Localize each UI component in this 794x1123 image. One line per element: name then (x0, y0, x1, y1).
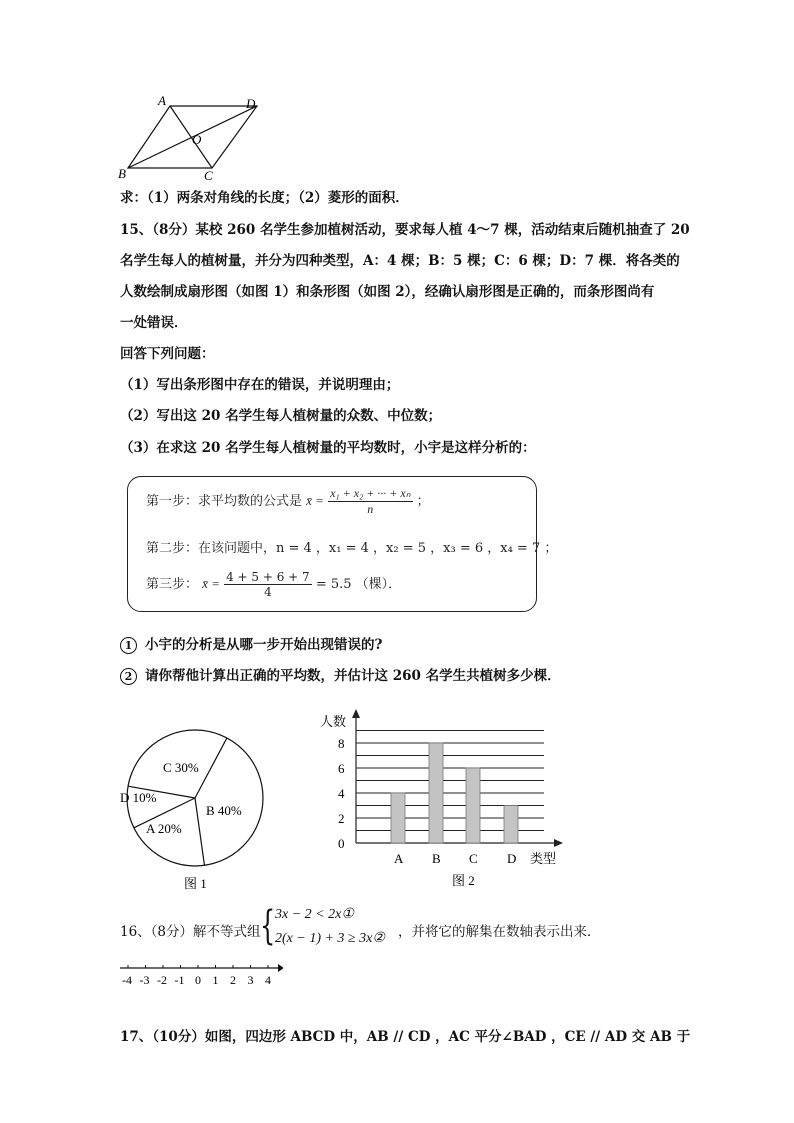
bar-b (429, 743, 443, 843)
bar-chart-y-tick: 2 (338, 811, 345, 826)
step-2: 第二步：在该问题中，n = 4 ，x₁ = 4 ，x₂ = 5 ，x₃ = 6 ，x₄ = 7 ； (146, 541, 558, 556)
bar-a (391, 793, 405, 843)
number-line-tick-label: -2 (157, 973, 167, 987)
bar-chart-x-tick-d: D (507, 851, 517, 866)
q16-inequality-2: 2(x − 1) + 3 ≥ 3x② (275, 931, 385, 946)
q15-answer-prompt: 回答下列问题： (120, 346, 215, 362)
bar-d (504, 806, 518, 844)
q15-line-2: 名学生每人的植树量，并分为四种类型，A：4 棵；B：5 棵；C：6 棵；D：7 棵．将各类的 (120, 253, 680, 269)
q15-line-1: 15、（8分）某校 260 名学生参加植树活动，要求每人植 4～7 棵，活动结束后随机抽查了 20 (120, 222, 690, 238)
number-line-tick-label: -1 (174, 973, 185, 987)
bar-chart-caption: 图 2 (452, 873, 475, 888)
q15-sub-1: （1）写出条形图中存在的错误，并说明理由； (120, 377, 400, 393)
bar-chart-x-tick-a: A (394, 851, 404, 866)
bar-chart-y-tick: 0 (338, 836, 345, 851)
pie-slice-label-a: A 20% (146, 821, 182, 836)
q15-subquestion-2-text: 请你帮他计算出正确的平均数，并估计这 260 名学生共植树多少棵． (145, 668, 561, 684)
step-1-denominator: n (367, 502, 374, 516)
circled-number-2: 2 (120, 668, 137, 685)
center-o-label: O (192, 132, 202, 147)
q14-ask: 求：（1）两条对角线的长度；（2）菱形的面积． (120, 190, 409, 206)
number-line-tick-label: 3 (247, 973, 254, 987)
step-1 (146, 486, 430, 517)
bar-chart-x-tick-b: B (432, 851, 441, 866)
pie-slice-boundary-c (195, 738, 227, 798)
q16-inequality-1: 3x − 2 < 2x① (275, 907, 354, 922)
step-3-denominator: 4 (264, 585, 272, 599)
vertex-b-label: B (118, 166, 126, 181)
q16 (120, 903, 680, 950)
step-1-suffix: ； (416, 494, 430, 509)
vertex-d-label: D (246, 96, 256, 111)
step-3 (146, 570, 401, 599)
number-line-arrow (278, 964, 283, 972)
number-line-tick-label: 2 (230, 973, 236, 987)
q15-subquestion-1 (120, 633, 382, 654)
step-1-lhs: x̄ = (306, 493, 324, 508)
vertex-c-label: C (204, 168, 213, 183)
pie-slice-label-c: C 30% (163, 760, 199, 775)
number-line (118, 962, 283, 990)
step-3-prefix: 第三步： (146, 577, 199, 592)
pie-slice-label-b: B 40% (206, 803, 242, 818)
bar-chart-figure-2 (316, 706, 591, 894)
step-3-numerator: 4 + 5 + 6 + 7 (226, 570, 310, 584)
bar-chart-y-tick: 6 (338, 761, 345, 776)
step-1-fraction (328, 486, 412, 517)
q15-sub-2: （2）写出这 20 名学生每人植树量的众数、中位数； (120, 408, 442, 424)
step-3-lhs: x̄ = (202, 576, 220, 591)
number-line-tick-label: 1 (212, 973, 219, 987)
q15-line-3: 人数绘制成扇形图（如图 1）和条形图（如图 2），经确认扇形图是正确的，而条形图尚有 (120, 284, 655, 300)
bar-chart-x-arrow (554, 839, 563, 847)
number-line-tick-label: -3 (139, 973, 150, 987)
step-1-prefix: 第一步：求平均数的公式是 (146, 494, 303, 509)
bar-chart-y-arrow (352, 709, 360, 718)
pie-chart-caption: 图 1 (184, 876, 207, 891)
vertex-a-label: A (158, 94, 166, 108)
diagonal-ac (170, 106, 212, 168)
pie-slice-label-d: D 10% (120, 790, 157, 805)
q15-sub-3: （3）在求这 20 名学生每人植树量的平均数时，小宇是这样分析的： (120, 440, 536, 456)
number-line-tick-label: 0 (195, 973, 201, 987)
bar-chart-x-tick-c: C (469, 851, 478, 866)
step-3-fraction (224, 570, 312, 599)
q17-text: 17、（10分）如图，四边形 ABCD 中，AB // CD ，AC 平分∠BAD ，CE // AD 交 AB 于 (120, 1029, 691, 1045)
number-line-tick-label: 4 (265, 973, 271, 987)
bar-chart-y-tick: 4 (338, 786, 345, 801)
analysis-box (127, 476, 558, 612)
q15-line-4: 一处错误． (120, 315, 188, 331)
q15-subquestion-2 (120, 664, 561, 685)
q16-prefix: 16、（8分）解不等式组 (120, 924, 261, 940)
q16-suffix: ，并将它的解集在数轴表示出来． (398, 924, 601, 940)
rhombus-figure (112, 94, 272, 184)
circled-number-1: 1 (120, 637, 137, 654)
system-brace: { (260, 903, 276, 949)
bar-c (466, 768, 480, 843)
bar-chart-y-tick: 8 (338, 736, 345, 751)
pie-chart-figure-1 (118, 728, 278, 893)
step-1-numerator: x₁ + x₂ + ··· + xₙ (330, 486, 411, 500)
number-line-tick-label: -4 (122, 973, 132, 987)
q15-subquestion-1-text: 小宇的分析是从哪一步开始出现错误的? (145, 637, 383, 653)
pie-slice-boundary-b (195, 798, 204, 865)
bar-chart-x-label: 类型 (530, 851, 557, 866)
step-3-suffix: = 5.5 （棵）． (315, 577, 402, 592)
bar-chart-y-label: 人数 (320, 714, 347, 729)
